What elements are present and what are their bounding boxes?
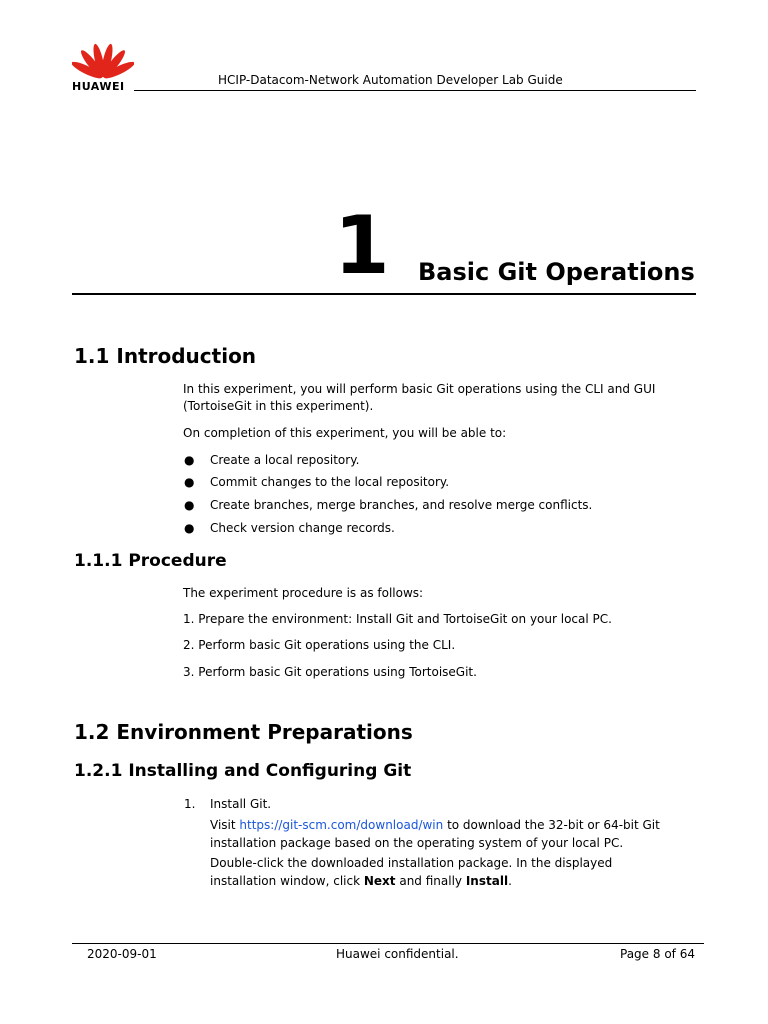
next-label: Next bbox=[363, 874, 396, 888]
objectives-intro: On completion of this experiment, you will be able to: bbox=[183, 426, 507, 440]
chapter-number: 1 bbox=[334, 199, 390, 292]
dbl-suffix: . bbox=[508, 874, 512, 888]
chapter-divider bbox=[72, 293, 696, 295]
visit-line2: installation package based on the operating system of your local PC. bbox=[210, 836, 624, 850]
bullet-icon: ● bbox=[184, 521, 195, 535]
huawei-petals-icon bbox=[72, 38, 134, 80]
chapter-title: Basic Git Operations bbox=[418, 258, 695, 286]
install-label: Install bbox=[465, 874, 509, 888]
procedure-step: 2. Perform basic Git operations using the CLI. bbox=[183, 638, 456, 652]
dbl-mid: and finally bbox=[395, 874, 466, 888]
footer-confidential: Huawei confidential. bbox=[336, 947, 459, 961]
double-click-line2 bbox=[210, 872, 512, 890]
bullet-icon: ● bbox=[184, 453, 195, 467]
huawei-logo bbox=[72, 38, 134, 92]
objective-item: Check version change records. bbox=[210, 521, 395, 535]
objective-item: Create branches, merge branches, and resolve merge conflicts. bbox=[210, 498, 593, 512]
footer-divider bbox=[72, 943, 704, 944]
visit-line bbox=[210, 816, 660, 834]
subsection-heading-install-git: 1.2.1 Installing and Configuring Git bbox=[74, 761, 412, 781]
bullet-icon: ● bbox=[184, 475, 195, 489]
procedure-intro: The experiment procedure is as follows: bbox=[183, 586, 424, 600]
footer-page-number: Page 8 of 64 bbox=[620, 947, 695, 961]
procedure-step: 3. Perform basic Git operations using TortoiseGit. bbox=[183, 665, 477, 679]
dbl-prefix: installation window, click bbox=[210, 874, 364, 888]
double-click-line1: Double-click the downloaded installation package. In the displayed bbox=[210, 856, 613, 870]
procedure-step: 1. Prepare the environment: Install Git and TortoiseGit on your local PC. bbox=[183, 612, 612, 626]
section-heading-environment: 1.2 Environment Preparations bbox=[74, 720, 413, 744]
objective-item: Create a local repository. bbox=[210, 453, 360, 467]
objective-item: Commit changes to the local repository. bbox=[210, 475, 450, 489]
visit-prefix: Visit bbox=[210, 818, 240, 832]
header-title: HCIP-Datacom-Network Automation Developer Lab Guide bbox=[218, 73, 563, 87]
section-heading-introduction: 1.1 Introduction bbox=[74, 344, 257, 368]
intro-paragraph-line1: In this experiment, you will perform basic Git operations using the CLI and GUI bbox=[183, 382, 656, 396]
header-divider bbox=[134, 90, 696, 91]
step-number: 1. bbox=[184, 797, 196, 811]
bullet-icon: ● bbox=[184, 498, 195, 512]
intro-paragraph-line2: (TortoiseGit in this experiment). bbox=[183, 399, 374, 413]
step-title: Install Git. bbox=[210, 797, 272, 811]
git-download-link[interactable]: https://git-scm.com/download/win bbox=[239, 818, 444, 832]
visit-suffix: to download the 32-bit or 64-bit Git bbox=[443, 818, 660, 832]
logo-wordmark: HUAWEI bbox=[72, 80, 125, 93]
subsection-heading-procedure: 1.1.1 Procedure bbox=[74, 551, 227, 571]
footer-date: 2020-09-01 bbox=[87, 947, 157, 961]
